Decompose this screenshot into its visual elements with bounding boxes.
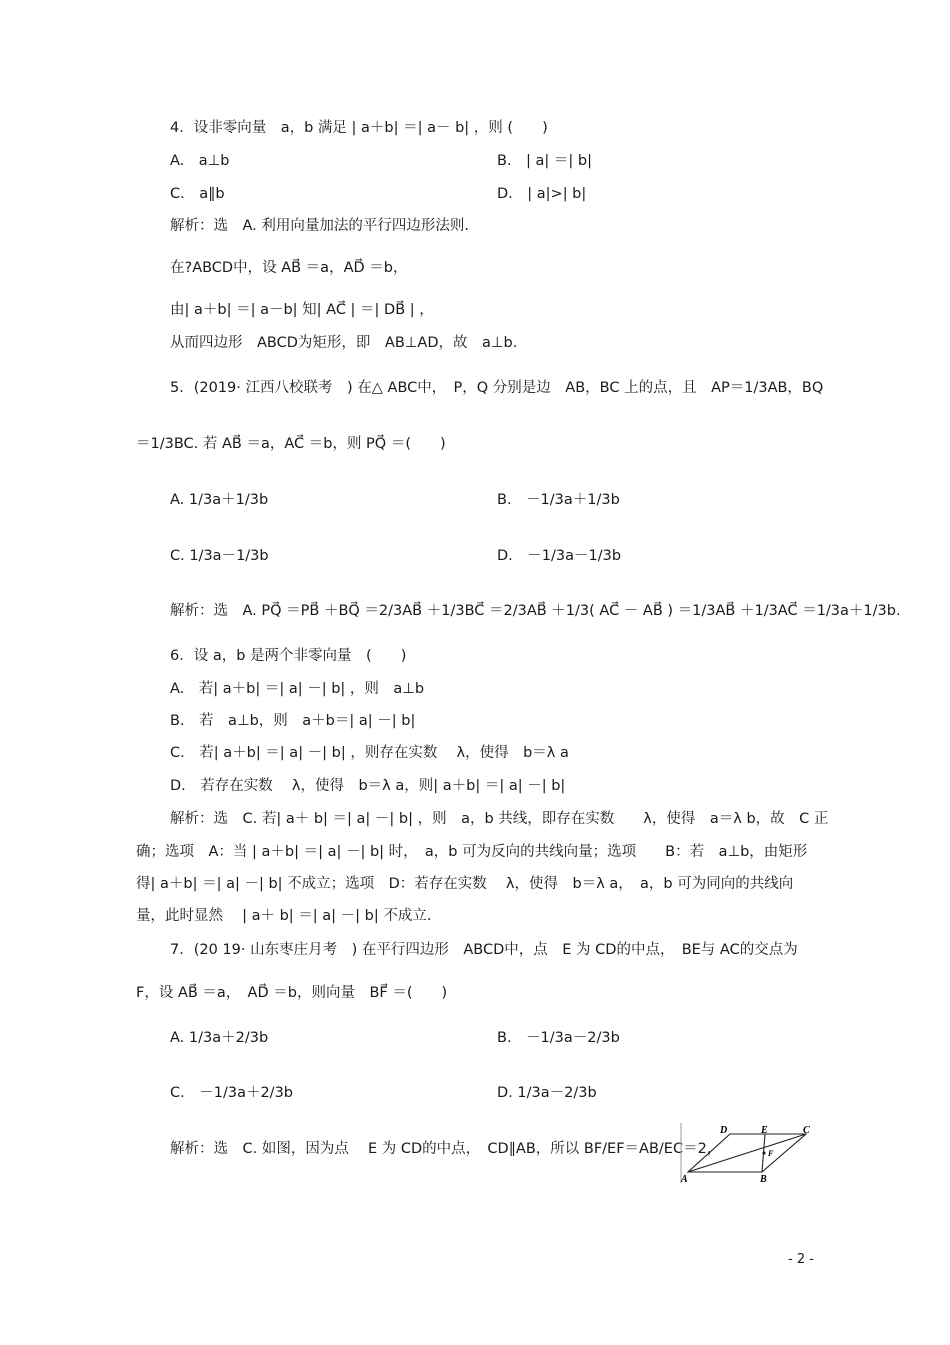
question-7-option-a: A. 1/3a＋2/3b [170, 1030, 269, 1046]
page-number: - 2 - [788, 1252, 814, 1267]
question-6-solution-line-3: 得| a＋b| ＝| a| －| b| 不成立；选项 D：若存在实数 λ，使得 b＝λ a， a，b 可为同向的共线向 [136, 876, 794, 892]
question-4-option-c: C. a∥b [170, 186, 225, 202]
point-f [762, 1151, 765, 1154]
label-a: A [681, 1174, 688, 1184]
question-6-solution-line-2: 确；选项 A：当 | a＋b| ＝| a| －| b| 时， a，b 可为反向的共线向量；选项 B：若 a⊥b，由矩形 [136, 844, 808, 860]
question-5-option-d: D. －1/3a－1/3b [497, 548, 622, 564]
label-f: F [768, 1149, 774, 1158]
question-5-option-c: C. 1/3a－1/3b [170, 548, 269, 564]
question-7-option-d: D. 1/3a－2/3b [497, 1085, 597, 1101]
label-e: E [761, 1125, 768, 1136]
question-6-solution-line-4: 量，此时显然 | a＋ b| ＝| a| －| b| 不成立. [136, 908, 432, 924]
question-7-option-c: C. －1/3a＋2/3b [170, 1085, 293, 1101]
question-5-option-b: B. －1/3a＋1/3b [497, 492, 620, 508]
question-4-solution-line-3: 由| a＋b| ＝| a－b| 知| AC⃗ | ＝| DB⃗ | ， [170, 302, 434, 318]
question-5-option-a: A. 1/3a＋1/3b [170, 492, 269, 508]
label-d: D [720, 1125, 728, 1136]
question-4-solution-line-1: 解析：选 A. 利用向量加法的平行四边形法则. [170, 218, 469, 234]
question-5-stem: 5．(2019· 江西八校联考 ) 在△ ABC中， P，Q 分别是边 AB，BC 上的点，且 AP＝1/3AB，BQ [170, 380, 824, 396]
question-7-option-b: B. －1/3a－2/3b [497, 1030, 620, 1046]
question-4-solution-line-2: 在?ABCD中，设 AB⃗ ＝a，AD⃗ ＝b， [170, 260, 408, 276]
question-5-stem-continued: ＝1/3BC. 若 AB⃗ ＝a，AC⃗ ＝b，则 PQ⃗ ＝( ) [136, 436, 446, 452]
question-7-stem: 7．(20 19· 山东枣庄月考 ) 在平行四边形 ABCD中，点 E 为 CD的中点， BE与 AC的交点为 [170, 942, 798, 958]
question-4-stem: 4．设非零向量 a，b 满足 | a＋b| ＝| a－ b| ，则 ( ) [170, 120, 548, 136]
question-4-option-d: D. | a|>| b| [497, 186, 587, 202]
question-7-stem-continued: F，设 AB⃗ ＝a， AD⃗ ＝b，则向量 BF⃗ ＝( ) [136, 985, 448, 1001]
question-4-option-b: B. | a| ＝| b| [497, 153, 593, 169]
question-6-option-c: C. 若| a＋b| ＝| a| －| b| ，则存在实数 λ，使得 b＝λ a [170, 745, 569, 761]
question-6-solution-line-1: 解析：选 C. 若| a＋ b| ＝| a| －| b| ，则 a，b 共线，即存在实数 λ，使得 a＝λ b，故 C 正 [170, 811, 829, 827]
label-b: B [760, 1174, 767, 1184]
question-6-option-a: A. 若| a＋b| ＝| a| －| b| ，则 a⊥b [170, 681, 425, 697]
diagonal-ac [688, 1134, 806, 1172]
question-5-solution: 解析：选 A. PQ⃗ ＝PB⃗ ＋BQ⃗ ＝2/3AB⃗ ＋1/3BC⃗ ＝2/3AB⃗ ＋1/3( AC⃗ － AB⃗ ) ＝1/3AB⃗ ＋1/3AC⃗ ＝1/3a＋1/3b. [170, 603, 901, 619]
label-c: C [803, 1125, 810, 1136]
question-6-option-b: B. 若 a⊥b，则 a＋b＝| a| －| b| [170, 713, 416, 729]
question-4-solution-line-4: 从而四边形 ABCD为矩形，即 AB⊥AD，故 a⊥b. [170, 335, 518, 351]
question-4-option-a: A. a⊥b [170, 153, 230, 169]
question-6-option-d: D. 若存在实数 λ，使得 b＝λ a，则| a＋b| ＝| a| －| b| [170, 778, 566, 794]
question-6-stem: 6．设 a，b 是两个非零向量 ( ) [170, 648, 407, 664]
question-7-solution: 解析：选 C. 如图，因为点 E 为 CD的中点， CD∥AB，所以 BF/EF＝AB/EC＝2， [170, 1141, 722, 1157]
parallelogram-figure [680, 1122, 814, 1184]
